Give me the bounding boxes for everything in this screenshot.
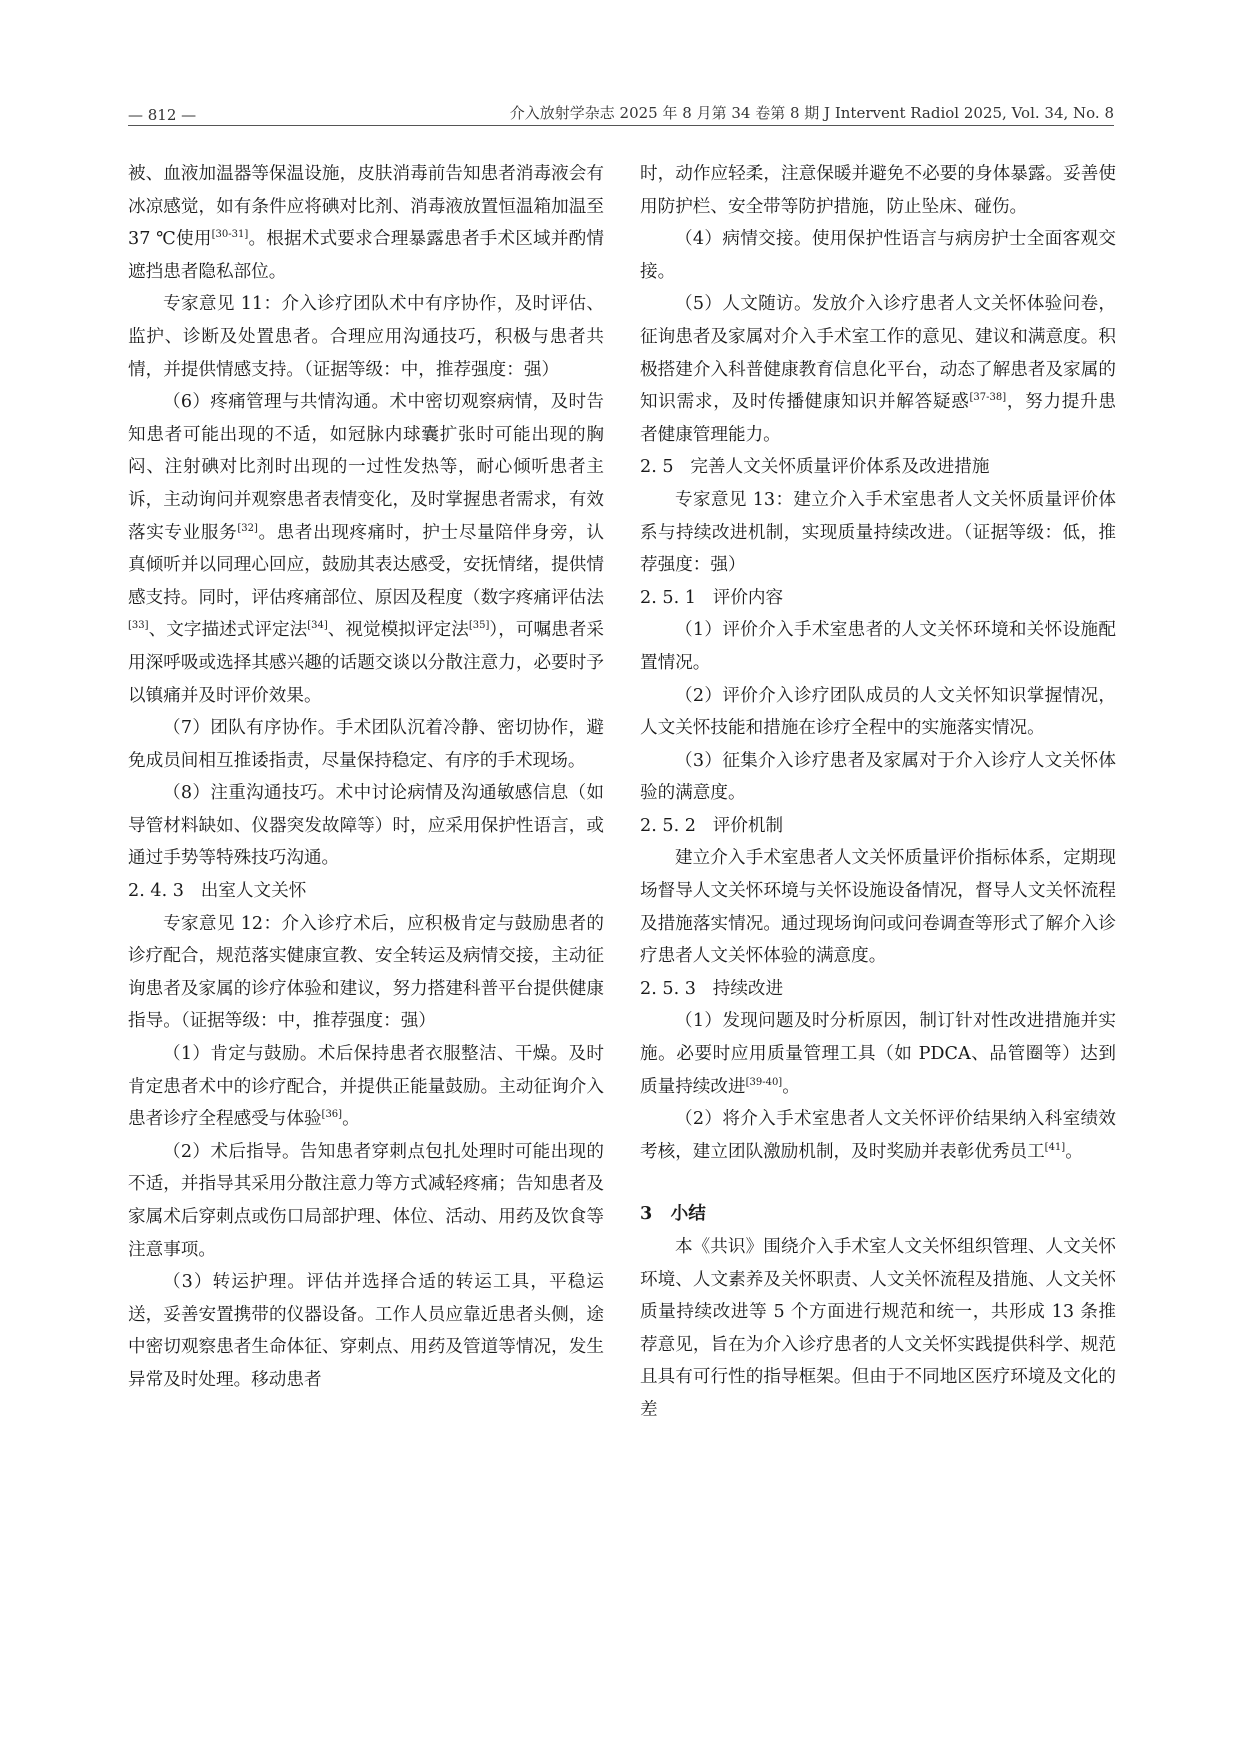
paragraph: （6）疼痛管理与共情沟通。术中密切观察病情，及时告知患者可能出现的不适，如冠脉内球囊扩张时可能出现的胸闷、注射碘对比剂时出现的一过性发热等，耐心倾听患者主诉，主动询问并观察患者表情变化，及时掌握患者需求，有效落实专业服务[32]。患者出现疼痛时，护士尽量陪伴身旁，认真倾听并以同理心回应，鼓励其表达感受，安抚情绪，提供情感支持。同时，评估疼痛部位、原因及程度（数字疼痛评估法[33]、文字描述式评定法[34]、视觉模拟评定法[35]），可嘱患者采用深呼吸或选择其感兴趣的话题交谈以分散注意力，必要时予以镇痛并及时评价效果。 <box>128 392 604 706</box>
expert-opinion-12: 专家意见 12：介入诊疗术后，应积极肯定与鼓励患者的诊疗配合，规范落实健康宣教、安全转运及病情交接，主动征询患者及家属的诊疗体验和建议，努力搭建科普平台提供健康指导。（证据等级：中，推荐强度：强） <box>128 913 604 1032</box>
left-column <box>128 158 604 1397</box>
paragraph: （2）评价介入诊疗团队成员的人文关怀知识掌握情况，人文关怀技能和措施在诊疗全程中的实施落实情况。 <box>640 685 1116 739</box>
paragraph: 本《共识》围绕介入手术室人文关怀组织管理、人文关怀环境、人文素养及关怀职责、人文关怀流程及措施、人文关怀质量持续改进等 5 个方面进行规范和统一，共形成 13 条推荐意见，旨在为介入诊疗患者的人文关怀实践提供科学、规范且具有可行性的指导框架。但由于不同地区医疗环境及文化的差 <box>640 1237 1116 1420</box>
running-header <box>128 96 1114 122</box>
paragraph: 时，动作应轻柔，注意保暖并避免不必要的身体暴露。妥善使用防护栏、安全带等防护措施，防止坠床、碰伤。 <box>640 164 1116 217</box>
citation: [36] <box>321 1109 343 1121</box>
citation: [35] <box>468 620 490 632</box>
citation: [33] <box>128 620 149 632</box>
paragraph: 建立介入手术室患者人文关怀质量评价指标体系，定期现场督导人文关怀环境与关怀设施设备情况，督导人文关怀流程及措施落实情况。通过现场询问或问卷调查等形式了解介入诊疗患者人文关怀体验的满意度。 <box>640 848 1116 967</box>
section-heading-2-5-1: 2. 5. 1 评价内容 <box>640 587 784 608</box>
paragraph: （5）人文随访。发放介入诊疗患者人文关怀体验问卷，征询患者及家属对介入手术室工作的意见、建议和满意度。积极搭建介入科普健康教育信息化平台，动态了解患者及家属的知识需求，及时传播健康知识并解答疑惑[37-38]，努力提升患者健康管理能力。 <box>640 294 1116 445</box>
section-heading-2-5: 2. 5 完善人文关怀质量评价体系及改进措施 <box>640 457 990 478</box>
expert-opinion-11: 专家意见 11：介入诊疗团队术中有序协作，及时评估、监护、诊断及处置患者。合理应用沟通技巧，积极与患者共情，并提供情感支持。（证据等级：中，推荐强度：强） <box>128 294 604 380</box>
section-heading-3: 3 小结 <box>640 1203 706 1225</box>
citation: [41] <box>1044 1141 1066 1153</box>
paragraph: （2）术后指导。告知患者穿刺点包扎处理时可能出现的不适，并指导其采用分散注意力等方式减轻疼痛；告知患者及家属术后穿刺点或伤口局部护理、体位、活动、用药及饮食等注意事项。 <box>128 1141 604 1260</box>
citation: [39-40] <box>745 1076 783 1088</box>
right-column <box>640 158 1116 1427</box>
citation: [32] <box>237 522 258 534</box>
section-heading-2-4-3: 2. 4. 3 出室人文关怀 <box>128 881 307 902</box>
paragraph: （8）注重沟通技巧。术中讨论病情及沟通敏感信息（如导管材料缺如、仪器突发故障等）时，应采用保护性语言，或通过手势等特殊技巧沟通。 <box>128 783 604 869</box>
paragraph: （4）病情交接。使用保护性语言与病房护士全面客观交接。 <box>640 229 1116 282</box>
section-heading-2-5-3: 2. 5. 3 持续改进 <box>640 978 784 999</box>
paragraph: （3）转运护理。评估并选择合适的转运工具，平稳运送，妥善安置携带的仪器设备。工作人员应靠近患者头侧，途中密切观察患者生命体征、穿刺点、用药及管道等情况，发生异常及时处理。移动患者 <box>128 1272 604 1390</box>
paragraph: （1）评价介入手术室患者的人文关怀环境和关怀设施配置情况。 <box>640 620 1116 673</box>
paragraph: （1）肯定与鼓励。术后保持患者衣服整洁、干燥。及时肯定患者术中的诊疗配合，并提供正能量鼓励。主动征询介入患者诊疗全程感受与体验[36]。 <box>128 1044 604 1130</box>
expert-opinion-13: 专家意见 13：建立介入手术室患者人文关怀质量评价体系与持续改进机制，实现质量持续改进。（证据等级：低，推荐强度：强） <box>640 489 1116 576</box>
paragraph: （3）征集介入诊疗患者及家属对于介入诊疗人文关怀体验的满意度。 <box>640 750 1116 804</box>
citation: [34] <box>307 620 328 632</box>
page-number: — 812 — <box>128 106 197 124</box>
paragraph: （2）将介入手术室患者人文关怀评价结果纳入科室绩效考核，建立团队激励机制，及时奖励并表彰优秀员工[41]。 <box>640 1109 1116 1162</box>
section-heading-2-5-2: 2. 5. 2 评价机制 <box>640 815 784 836</box>
header-rule <box>128 125 1114 126</box>
paragraph: 被、血液加温器等保温设施，皮肤消毒前告知患者消毒液会有冰凉感觉，如有条件应将碘对比剂、消毒液放置恒温箱加温至 37 ℃使用[30-31]。根据术式要求合理暴露患者手术区域并酌情遮挡患者隐私部位。 <box>128 164 604 282</box>
journal-citation: 介入放射学杂志 2025 年 8 月第 34 卷第 8 期 J Intervent Radiol 2025, Vol. 34, No. 8 <box>509 104 1114 122</box>
citation: [30-31] <box>211 229 249 241</box>
citation: [37-38] <box>969 392 1007 404</box>
paragraph: （1）发现问题及时分析原因，制订针对性改进措施并实施。必要时应用质量管理工具（如 PDCA、品管圈等）达到质量持续改进[39-40]。 <box>640 1011 1116 1097</box>
paragraph: （7）团队有序协作。手术团队沉着冷静、密切协作，避免成员间相互推诿指责，尽量保持稳定、有序的手术现场。 <box>128 718 604 771</box>
